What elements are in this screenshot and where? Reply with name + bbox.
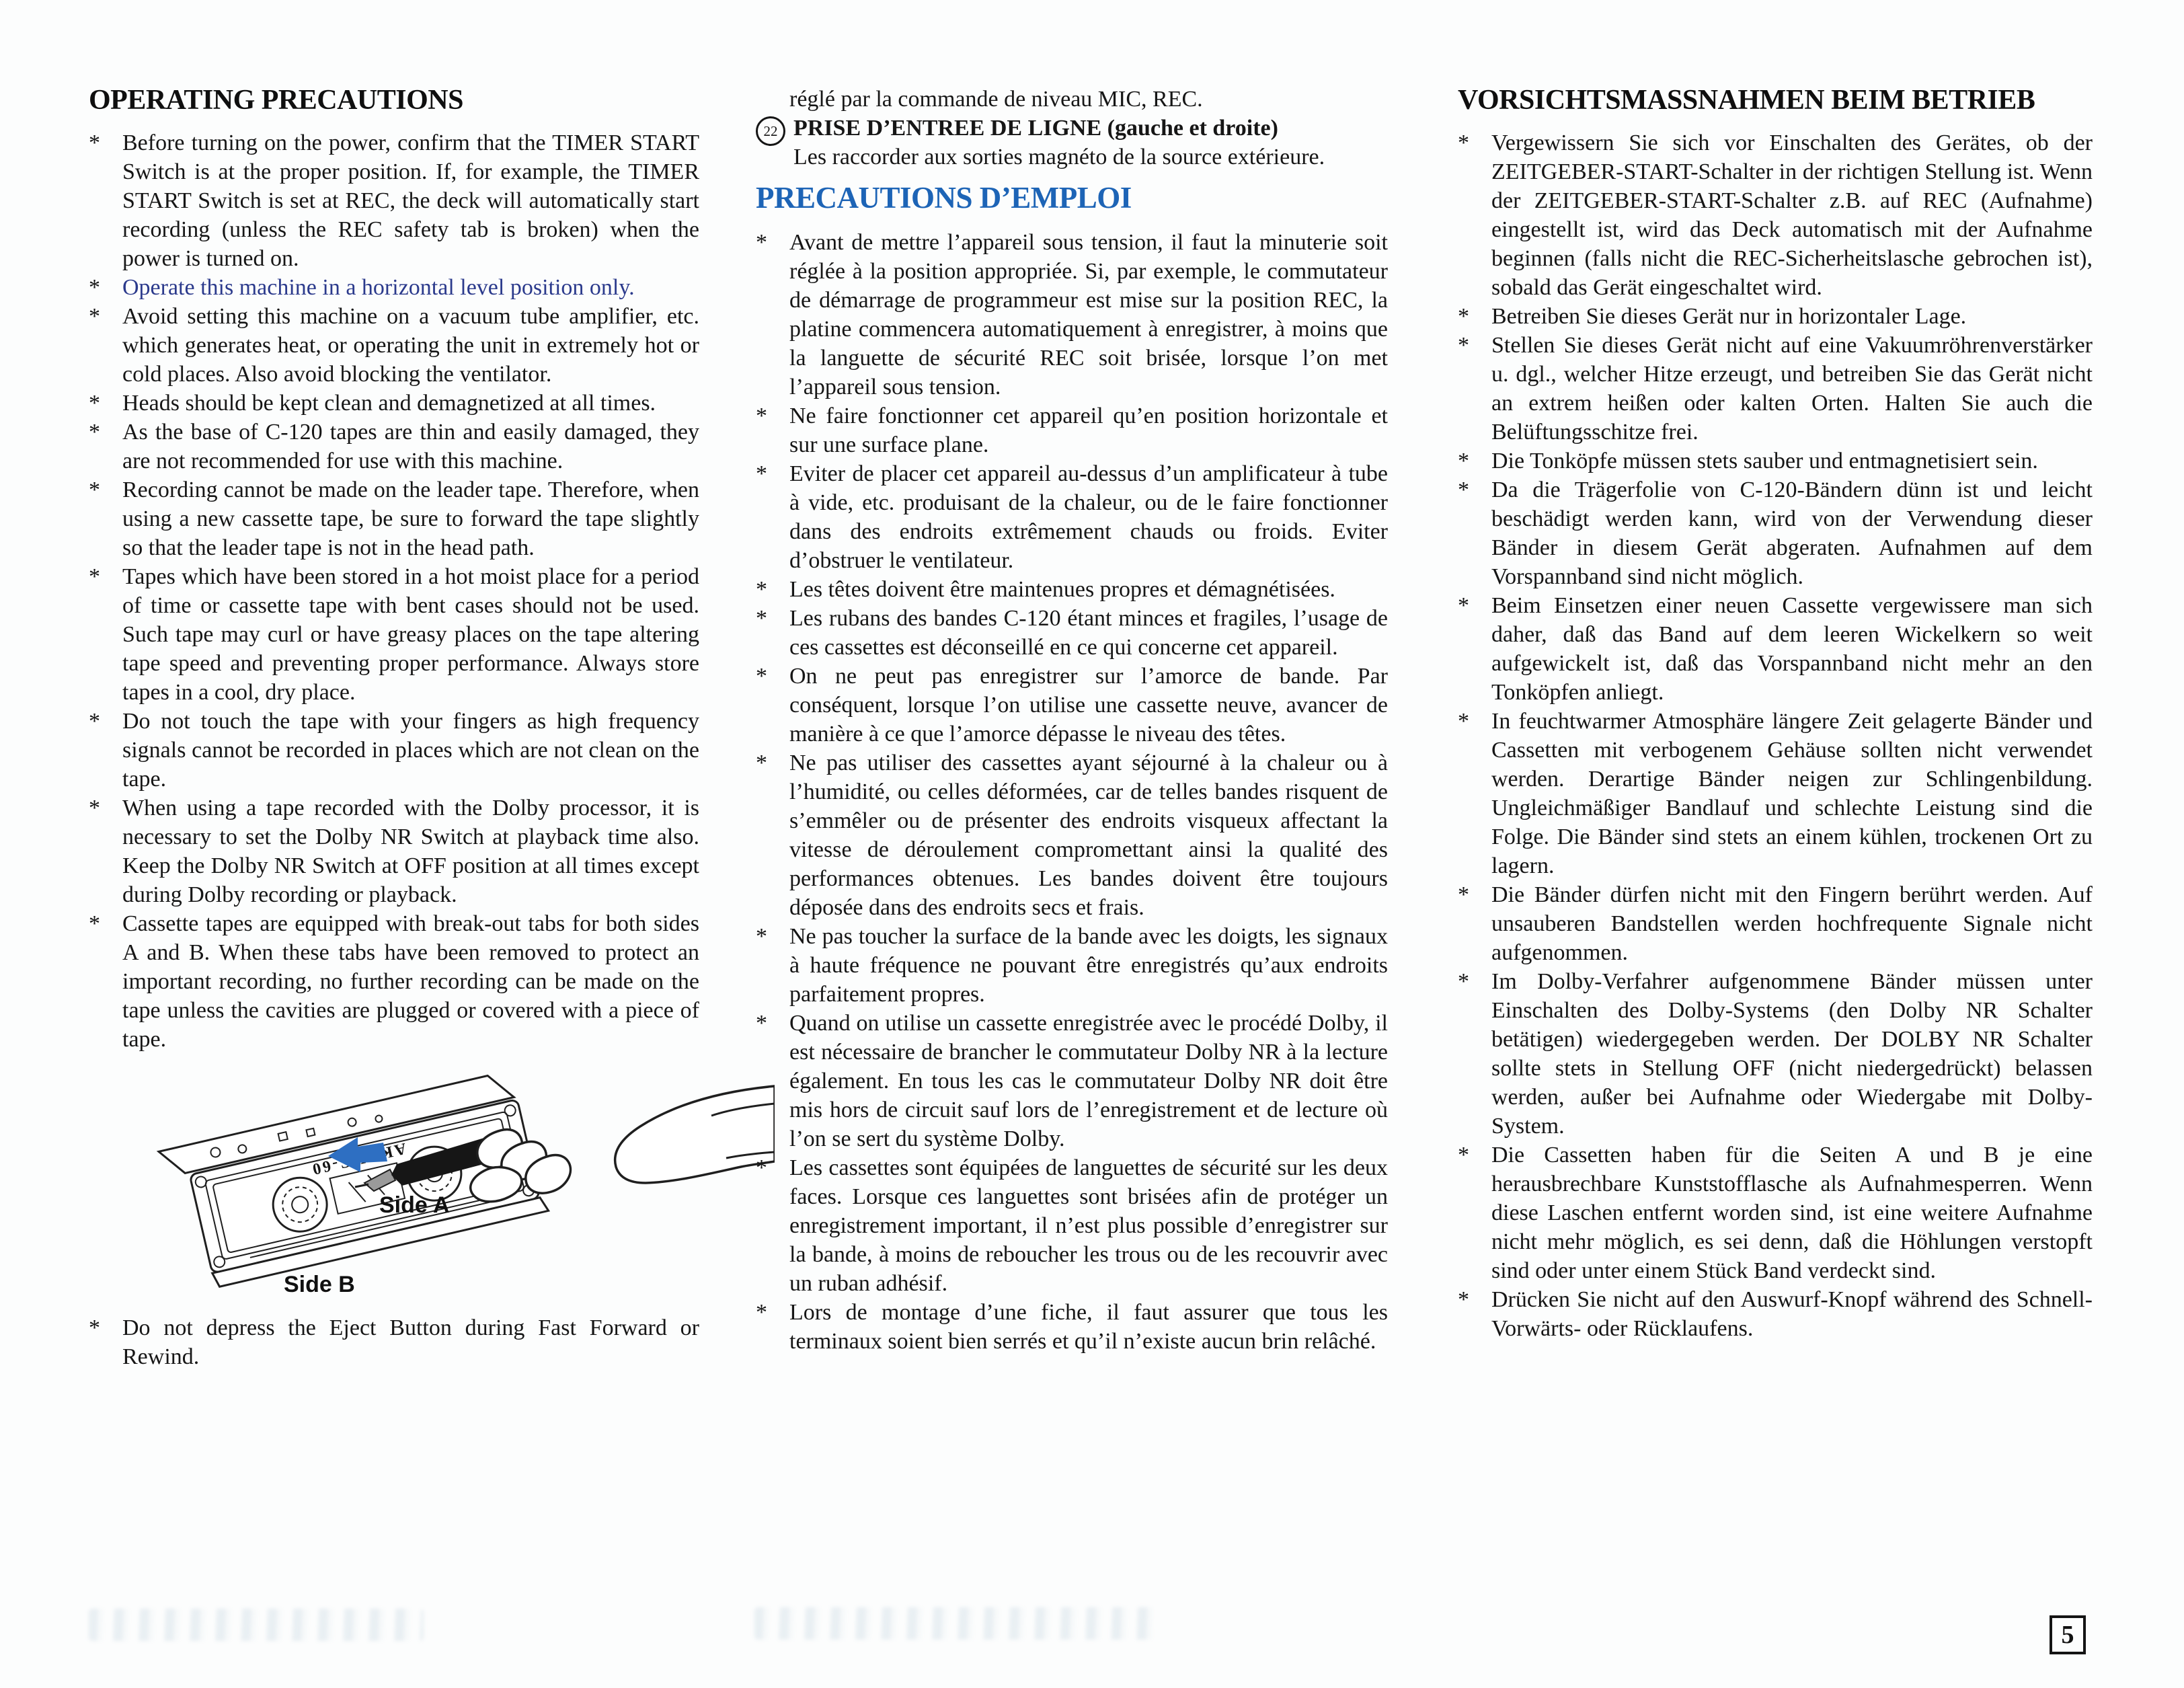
- precaution-text: Die Cassetten haben für die Seiten A und B je eine herausbrechbare Kunststofflasche als Aufnahmesperren. Wenn diese Laschen entfernt worden sind, ist eine weitere Aufnahme nicht mehr möglich, es sei denn, daß die Höhlungen verstopft sind oder unter einem Stück Band verdeckt sind.: [1491, 1143, 2093, 1284]
- precaution-text: Do not depress the Eject Button during Fast Forward or Rewind.: [122, 1315, 699, 1370]
- precaution-text: As the base of C-120 tapes are thin and easily damaged, they are not recommended for use with this machine.: [122, 420, 699, 474]
- precaution-text: Beim Einsetzen einer neuen Cassette vergewissere man sich daher, daß das Band auf dem leeren Wickelkern so weit aufgewickelt ist, daß das Vorspannband nicht mehr an den Tonköpfen anliegt.: [1491, 593, 2093, 705]
- precaution-item: [756, 922, 1388, 1009]
- bullet-star: *: [756, 924, 767, 950]
- precaution-text: Les cassettes sont équipées de languettes de sécurité sur les deux faces. Lorsque ces languettes sont brisées afin de protéger un enregistrement important, il n’est plus possible d’enregistrer sur la bande, à moins de reboucher les trous ou de les recouvrir avec un ruban adhésif.: [789, 1155, 1388, 1297]
- precaution-text: Operate this machine in a horizontal level position only.: [122, 275, 635, 301]
- precaution-text: Cassette tapes are equipped with break-out tabs for both sides A and B. When these tabs have been removed to protect an important recording, no further recording can be made on the tape unless the cavities are plugged or covered with a piece of tape.: [122, 911, 699, 1052]
- bleedthrough-artifact: [89, 1609, 424, 1641]
- bullet-star: *: [1458, 1143, 1469, 1168]
- bleedthrough-artifact: [754, 1607, 1157, 1640]
- precaution-text: Die Bänder dürfen nicht mit den Fingern berührt werden. Auf unsauberen Bandstellen werden hochfrequente Signale nicht aufgenommen.: [1491, 882, 2093, 966]
- precaution-item: [1458, 1285, 2093, 1343]
- precaution-text: Ne faire fonctionner cet appareil qu’en position horizontale et sur une surface plane.: [789, 404, 1388, 458]
- precaution-item: [89, 302, 699, 389]
- french-continued-items: [756, 85, 1388, 171]
- bullet-star: *: [756, 461, 767, 487]
- bullet-star: *: [89, 304, 100, 330]
- column-french: [756, 85, 1388, 1356]
- bullet-star: *: [756, 1011, 767, 1036]
- bullet-star: *: [89, 130, 100, 156]
- bullet-star: *: [1458, 333, 1469, 358]
- bold-lead-text: PRISE D’ENTREE DE LIGNE (gauche et droite): [793, 116, 1278, 141]
- cassette-hand-drawing: [89, 1074, 775, 1309]
- precaution-item: [756, 1153, 1388, 1298]
- precaution-item: [756, 604, 1388, 662]
- precaution-item: [756, 459, 1388, 575]
- column-heading-english: OPERATING PRECAUTIONS: [89, 85, 463, 116]
- bullet-star: *: [89, 391, 100, 416]
- numbered-item: [756, 114, 1388, 171]
- precaution-item: [756, 401, 1388, 459]
- bullet-star: *: [1458, 969, 1469, 995]
- precaution-text: PRISE D’ENTREE DE LIGNE (gauche et droite) Les raccorder aux sorties magnéto de la source extérieure.: [793, 114, 1388, 171]
- precaution-text: Da die Trägerfolie von C-120-Bändern dünn ist und leicht beschädigt werden kann, wird von der Verwendung dieser Bänder in diesem Gerät abgeraten. Aufnahmen auf dem Vorspannband sind nicht möglich.: [1491, 477, 2093, 590]
- precaution-item: [1458, 591, 2093, 707]
- bullet-star: *: [1458, 882, 1469, 908]
- bullet-star: *: [756, 230, 767, 256]
- precaution-text: Avoid setting this machine on a vacuum tube amplifier, etc. which generates heat, or operating the unit in extremely hot or cold places. Also avoid blocking the ventilator.: [122, 304, 699, 387]
- english-precautions-list-after: [89, 1313, 699, 1371]
- precaution-item: [756, 749, 1388, 922]
- column-english: [89, 85, 699, 1371]
- column-heading-french: PRECAUTIONS D’EMPLOI: [756, 181, 1132, 215]
- bullet-star: *: [1458, 1287, 1469, 1313]
- precaution-item: [89, 794, 699, 909]
- bullet-star: *: [756, 1155, 767, 1181]
- bullet-star: *: [756, 606, 767, 631]
- precaution-item: [756, 1298, 1388, 1356]
- precaution-text: On ne peut pas enregistrer sur l’amorce de bande. Par conséquent, lorsque l’on utilise une cassette neuve, avancer de manière à ce que l’amorce dépasse le niveau des têtes.: [789, 664, 1388, 747]
- precaution-text: Ne pas toucher la surface de la bande avec les doigts, les signaux à haute fréquence ne pouvant être enregistrés qu’aux endroits parfaitement propres.: [789, 924, 1388, 1007]
- precaution-text: Eviter de placer cet appareil au-dessus d’un amplificateur à tube à vide, etc. produisant de la chaleur, ou de le faire fonctionner dans des endroits extrêmement chauds ou froids. Eviter d’obstruer le ventilateur.: [789, 461, 1388, 574]
- bullet-star: *: [1458, 449, 1469, 474]
- english-precautions-list: [89, 128, 699, 1054]
- bullet-star: *: [89, 275, 100, 301]
- precaution-item: [756, 575, 1388, 604]
- precaution-item: [89, 128, 699, 273]
- french-precautions-list: [756, 228, 1388, 1356]
- precaution-text: Stellen Sie dieses Gerät nicht auf eine Vakuumröhrenverstärker u. dgl., welcher Hitze erzeugt, und betreiben Sie das Gerät nicht an extrem heißen oder kalten Orten. Halten Sie auch die Belüftungsschitze frei.: [1491, 333, 2093, 445]
- bullet-star: *: [89, 709, 100, 734]
- side-a-label: Side A: [379, 1192, 450, 1219]
- precaution-text: Heads should be kept clean and demagnetized at all times.: [122, 391, 656, 416]
- precaution-text: Lors de montage d’une fiche, il faut assurer que tous les terminaux soient bien serrés et qu’il n’existe aucun brin relâché.: [789, 1300, 1388, 1354]
- precaution-text: Les rubans des bandes C-120 étant minces et fragiles, l’usage de ces cassettes est déconseillé en ce qui concerne cet appareil.: [789, 606, 1388, 660]
- bullet-star: *: [756, 664, 767, 689]
- precaution-item: [89, 389, 699, 418]
- column-heading-german: VORSICHTSMASSNAHMEN BEIM BETRIEB: [1458, 85, 2035, 116]
- precaution-item: [89, 273, 699, 302]
- precaution-item: [89, 909, 699, 1054]
- side-b-label: Side B: [284, 1272, 355, 1298]
- precaution-item: [89, 562, 699, 707]
- precaution-text: Quand on utilise un cassette enregistrée avec le procédé Dolby, il est nécessaire de brancher le commutateur Dolby NR à la lecture également. En tous les cas le commutateur Dolby NR doit être mis hors de circuit sauf lors de l’enregistrement et de lecture où l’on se sert du système Dolby.: [789, 1011, 1388, 1152]
- precaution-text: Avant de mettre l’appareil sous tension, il faut la minuterie soit réglée à la position appropriée. Si, par exemple, le commutateur de démarrage de programmeur est mise sur la position REC, la platine commencera automatiquement à enregistrer, à moins que la languette de sécurité REC soit brisée, lorsque l’on met l’appareil sous tension.: [789, 230, 1388, 400]
- german-precautions-list: [1458, 128, 2093, 1343]
- bullet-star: *: [89, 420, 100, 445]
- precaution-text: Im Dolby-Verfahrer aufgenommene Bänder müssen unter Einschalten des Dolby-Systems (den Dolby NR Schalter betätigen) wiedergegeben werden. Der DOLBY NR Schalter sollte stets in Stellung OFF (nicht niedergedrückt) belassen werden, außer bei Aufnahme oder Wiedergabe mit Dolby-System.: [1491, 969, 2093, 1139]
- precaution-item: [1458, 331, 2093, 447]
- precaution-item: [89, 1313, 699, 1371]
- column-german: [1458, 85, 2093, 1343]
- precaution-text: Before turning on the power, confirm that the TIMER START Switch is at the proper position. If, for example, the TIMER START Switch is set at REC, the deck will automatically start recording (unless the REC safety tab is broken) when the power is turned on.: [122, 130, 699, 272]
- bullet-star: *: [756, 1300, 767, 1326]
- precaution-item: [1458, 967, 2093, 1141]
- precaution-text: Do not touch the tape with your fingers as high frequency signals cannot be recorded in places which are not clean on the tape.: [122, 709, 699, 792]
- precaution-item: [1458, 475, 2093, 591]
- cassette-label-text: C-60: [309, 1151, 354, 1178]
- precaution-text: In feuchtwarmer Atmosphäre längere Zeit gelagerte Bänder und Cassetten mit verbogenem Gehäuse sollten nicht verwendet werden. Derartige Bänder neigen zur Schlingenbildung. Ungleichmäßiger Bandlauf und schlechte Leistung sind die Folge. Die Bänder sind stets an einem kühlen, trockenen Ort zu lagern.: [1491, 709, 2093, 879]
- precaution-text: When using a tape recorded with the Dolby processor, it is necessary to set the Dolby NR Switch at playback time also. Keep the Dolby NR Switch at OFF position at all times except during Dolby recording or playback.: [122, 796, 699, 908]
- continued-line: [756, 85, 1388, 114]
- precaution-text: Recording cannot be made on the leader tape. Therefore, when using a new cassette tape, be sure to forward the tape slightly so that the leader tape is not in the head path.: [122, 477, 699, 561]
- bullet-star: *: [756, 751, 767, 776]
- precaution-item: [1458, 707, 2093, 880]
- bullet-star: *: [756, 577, 767, 603]
- precaution-item: [1458, 302, 2093, 331]
- precaution-text: Die Tonköpfe müssen stets sauber und entmagnetisiert sein.: [1491, 449, 2038, 474]
- bullet-star: *: [89, 564, 100, 590]
- bullet-star: *: [89, 1315, 100, 1341]
- precaution-text: Vergewissern Sie sich vor Einschalten des Gerätes, ob der ZEITGEBER-START-Schalter in der richtigen Stellung ist. Wenn der ZEITGEBER-START-Schalter z.B. auf REC (Aufnahme) eingestellt ist, wird das Deck automatisch mit der Aufnahme beginnen (falls nicht die REC-Sicherheitslasche gebrochen ist), sobald das Gerät eingeschaltet wird.: [1491, 130, 2093, 301]
- precaution-item: [89, 475, 699, 562]
- bullet-star: *: [89, 477, 100, 503]
- bullet-star: *: [89, 796, 100, 821]
- precaution-item: [756, 662, 1388, 749]
- page-number: 5: [2050, 1615, 2086, 1654]
- precaution-text: Les têtes doivent être maintenues propres et démagnétisées.: [789, 577, 1335, 603]
- precaution-item: [89, 707, 699, 794]
- precaution-item: [1458, 1141, 2093, 1285]
- bullet-star: *: [89, 911, 100, 937]
- precaution-item: [1458, 447, 2093, 475]
- bullet-star: *: [1458, 130, 1469, 156]
- precaution-item: [1458, 128, 2093, 302]
- precaution-text: Betreiben Sie dieses Gerät nur in horizontaler Lage.: [1491, 304, 1967, 330]
- precaution-text: Drücken Sie nicht auf den Auswurf-Knopf während des Schnell-Vorwärts- oder Rücklaufens.: [1491, 1287, 2093, 1342]
- precaution-item: [756, 228, 1388, 401]
- bullet-star: *: [1458, 477, 1469, 503]
- bullet-star: *: [1458, 593, 1469, 619]
- precaution-item: [1458, 880, 2093, 967]
- bullet-star: *: [756, 404, 767, 429]
- precaution-text: Ne pas utiliser des cassettes ayant séjourné à la chaleur ou à l’humidité, ou celles déformées, car de telles bandes risquent de s’emmêler ou de présenter des endroits visqueux affectant la vitesse de déroulement compromettant ainsi la qualité des performances obtenues. Les bandes doivent être toujours déposée dans des endroits secs et frais.: [789, 751, 1388, 921]
- precaution-text: réglé par la commande de niveau MIC, REC.: [789, 87, 1203, 112]
- precaution-item: [89, 418, 699, 475]
- precaution-text: Tapes which have been stored in a hot moist place for a period of time or cassette tape with bent cases should not be used. Such tape may curl or have greasy places on the tape altering tape speed and preventing proper performance. Always store tapes in a cool, dry place.: [122, 564, 699, 705]
- bullet-star: *: [1458, 709, 1469, 734]
- bullet-star: *: [1458, 304, 1469, 330]
- precaution-item: [756, 1009, 1388, 1153]
- circled-number: 22: [756, 116, 785, 146]
- cassette-illustration: [89, 1074, 775, 1309]
